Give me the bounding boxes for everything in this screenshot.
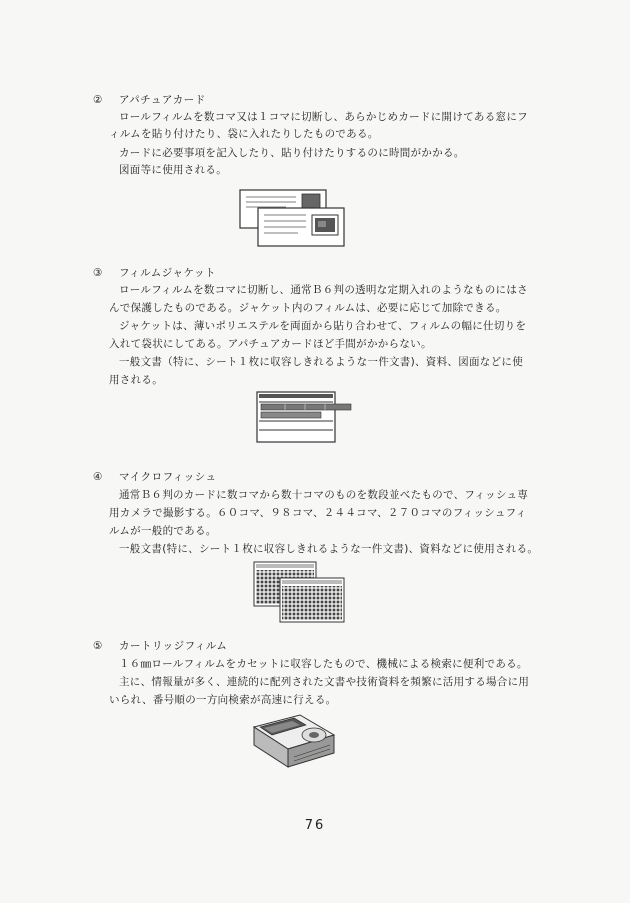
paragraph-line: いられ、番号順の一方向検索が高速に行える。 xyxy=(109,694,337,706)
section-title: マイクロフィッシュ xyxy=(119,471,217,483)
paragraph-line: ロールフィルムを数コマに切断し、通常Ｂ６判の透明な定期入れのようなものにはさ xyxy=(119,284,528,296)
section-number: ② xyxy=(93,94,103,106)
paragraph-line: 通常Ｂ６判のカードに数コマから数十コマのものを数段並べたもので、フィッシュ専 xyxy=(119,489,529,501)
section-number: ④ xyxy=(93,471,103,483)
paragraph-line: 主に、情報量が多く、連続的に配列された文書や技術資料を頻繁に活用する場合に用 xyxy=(119,676,530,688)
paragraph-line: ィルムを貼り付けたり、袋に入れたりしたものである。 xyxy=(109,128,379,140)
microfiche-illustration xyxy=(252,560,348,624)
paragraph-line: 一般文書（特に、シート１枚に収容しきれるような一件文書)、資料、図面などに使 xyxy=(119,356,523,368)
section-heading-cartridge-film xyxy=(93,638,227,653)
paragraph-line: ルムが一般的である。 xyxy=(109,525,217,537)
paragraph-line: 一般文書(特に、シート１枚に収容しきれるような一件文書)、資料などに使用される。 xyxy=(119,543,539,555)
cartridge-film-illustration xyxy=(244,713,340,771)
paragraph-line: カードに必要事項を記入したり、貼り付けたりするのに時間がかかる。 xyxy=(119,147,465,159)
section-title: フィルムジャケット xyxy=(119,267,217,279)
paragraph-line: 入れて袋状にしてある。アパチュアカードほど手間がかからない。 xyxy=(109,338,432,350)
section-heading-film-jacket xyxy=(93,265,216,280)
paragraph-line: ロールフィルムを数コマ又は１コマに切断し、あらかじめカードに開けてある窓にフ xyxy=(119,111,528,123)
paragraph-line: 用される。 xyxy=(109,374,163,386)
film-jacket-illustration xyxy=(255,390,355,446)
paragraph-line: １６㎜ロールフィルムをカセットに収容したもので、機械による検索に便利である。 xyxy=(119,658,528,670)
page-number: 76 xyxy=(304,818,326,833)
paragraph-line: 図面等に使用される。 xyxy=(119,164,227,176)
section-title: カートリッジフィルム xyxy=(119,640,228,652)
paragraph-line: んで保護したものである。ジャケット内のフィルムは、必要に応じて加除できる。 xyxy=(109,302,507,314)
paragraph-line: ジャケットは、薄いポリエステルを両面から貼り合わせて、フィルムの幅に仕切りを xyxy=(119,320,527,332)
section-number: ③ xyxy=(93,267,103,279)
section-title: アパチュアカード xyxy=(119,94,206,106)
section-heading-aperture-card xyxy=(93,92,206,107)
aperture-card-illustration xyxy=(236,188,348,250)
section-number: ⑤ xyxy=(93,640,103,652)
section-heading-microfiche xyxy=(93,469,217,484)
paragraph-line: 用カメラで撮影する。６０コマ、９８コマ、２４４コマ、２７０コマのフィッシュフィ xyxy=(109,507,527,519)
